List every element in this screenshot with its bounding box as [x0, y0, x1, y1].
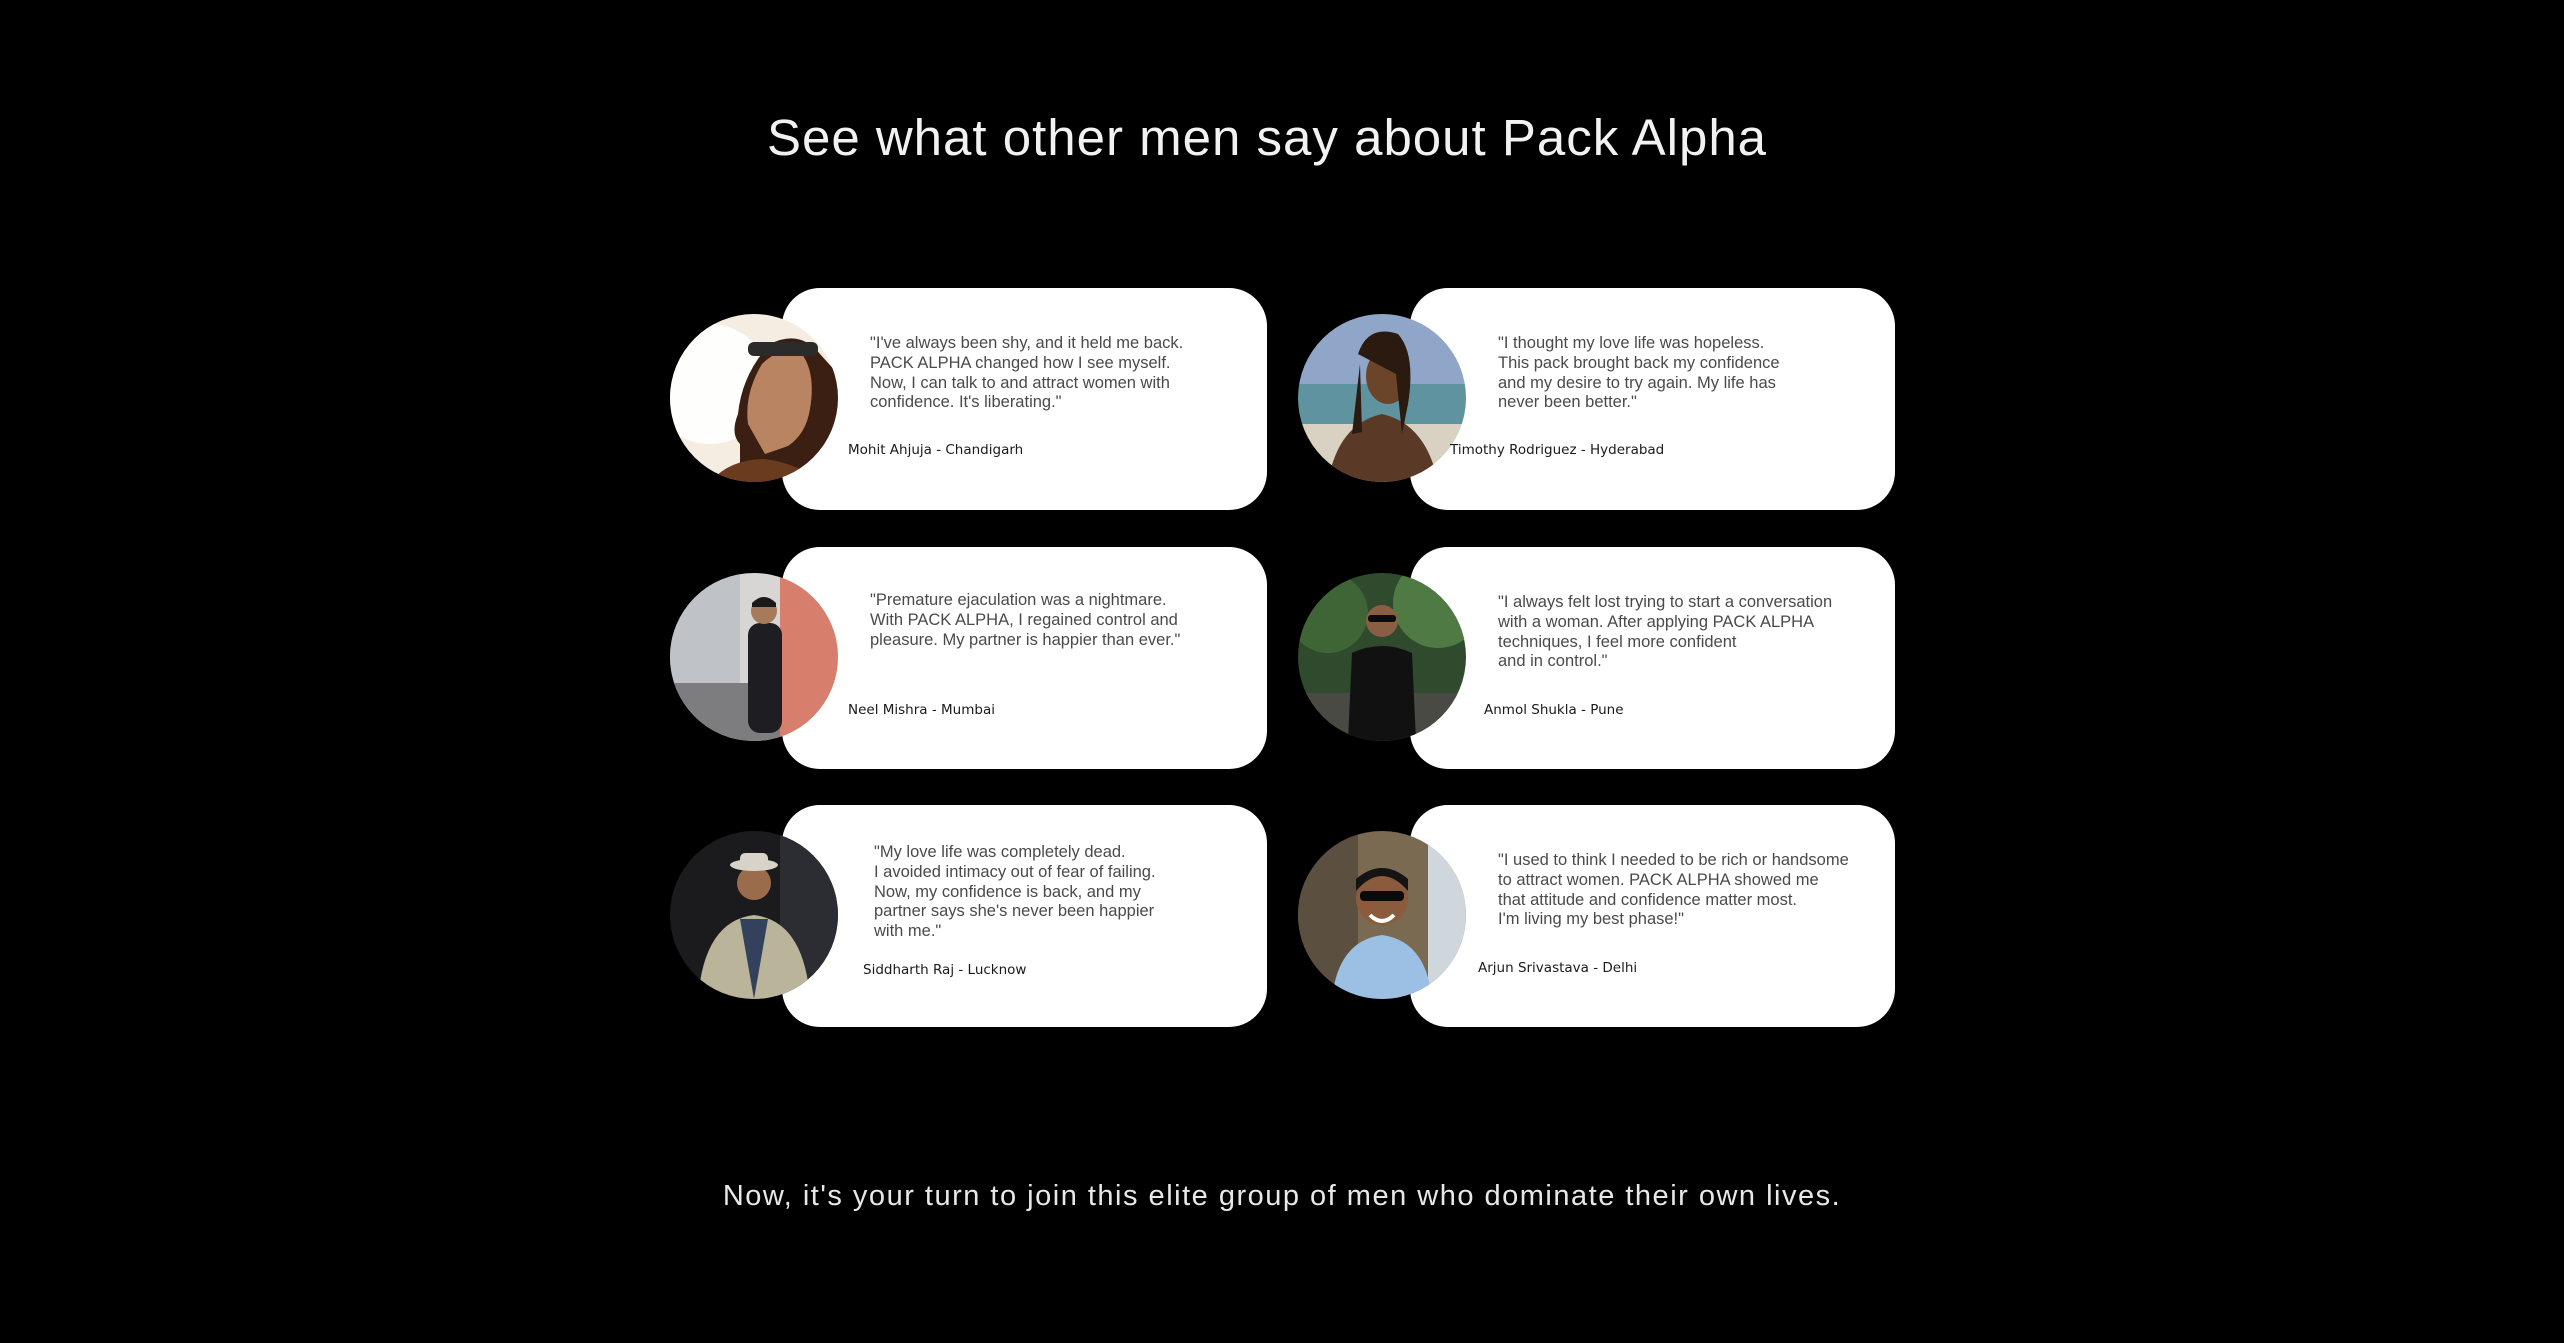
testimonial-author: Siddharth Raj - Lucknow: [863, 962, 1027, 978]
man-beach-dreadlocks-photo-icon: [1298, 314, 1466, 482]
testimonial-card: [670, 547, 1280, 771]
testimonial-card: [670, 288, 1280, 512]
man-forest-black-shirt-photo-icon: [1298, 573, 1466, 741]
testimonial-author: Anmol Shukla - Pune: [1484, 702, 1624, 718]
man-smiling-sunglasses-photo-icon: [1298, 831, 1466, 999]
testimonial-card: [1298, 547, 1908, 771]
testimonial-card: [670, 805, 1280, 1029]
testimonial-author: Mohit Ahjuja - Chandigarh: [848, 442, 1024, 458]
testimonial-author: Neel Mishra - Mumbai: [848, 702, 995, 718]
testimonial-author: Timothy Rodriguez - Hyderabad: [1450, 442, 1665, 458]
testimonial-card-background: [782, 547, 1267, 769]
testimonial-quote: "I used to think I needed to be rich or handsome to attract women. PACK ALPHA showed me that attitude and confidence matter most. I'm living my best phase!": [1498, 851, 1849, 929]
man-profile-sunglasses-photo-icon: [670, 314, 838, 482]
testimonial-quote: "My love life was completely dead. I avoided intimacy out of fear of failing. Now, my confidence is back, and my partner says she's never been happier with me.": [874, 843, 1156, 941]
testimonial-author: Arjun Srivastava - Delhi: [1478, 960, 1638, 976]
man-street-wall-photo-icon: [670, 573, 838, 741]
testimonial-card: [1298, 805, 1908, 1029]
call-to-action-text: Now, it's your turn to join this elite group of men who dominate their own lives.: [722, 1180, 1842, 1212]
testimonial-quote: "Premature ejaculation was a nightmare. With PACK ALPHA, I regained control and pleasure. My partner is happier than ever.": [870, 591, 1181, 649]
testimonial-quote: "I thought my love life was hopeless. This pack brought back my confidence and my desire to try again. My life has never been better.": [1498, 334, 1780, 412]
page-title: See what other men say about Pack Alpha: [766, 109, 1768, 166]
man-hat-jacket-photo-icon: [670, 831, 838, 999]
testimonial-quote: "I've always been shy, and it held me back. PACK ALPHA changed how I see myself. Now, I can talk to and attract women with confidence. It's liberating.": [870, 334, 1184, 412]
testimonial-quote: "I always felt lost trying to start a conversation with a woman. After applying PACK ALPHA techniques, I feel more confident and in control.": [1498, 593, 1833, 671]
testimonial-card: [1298, 288, 1908, 512]
